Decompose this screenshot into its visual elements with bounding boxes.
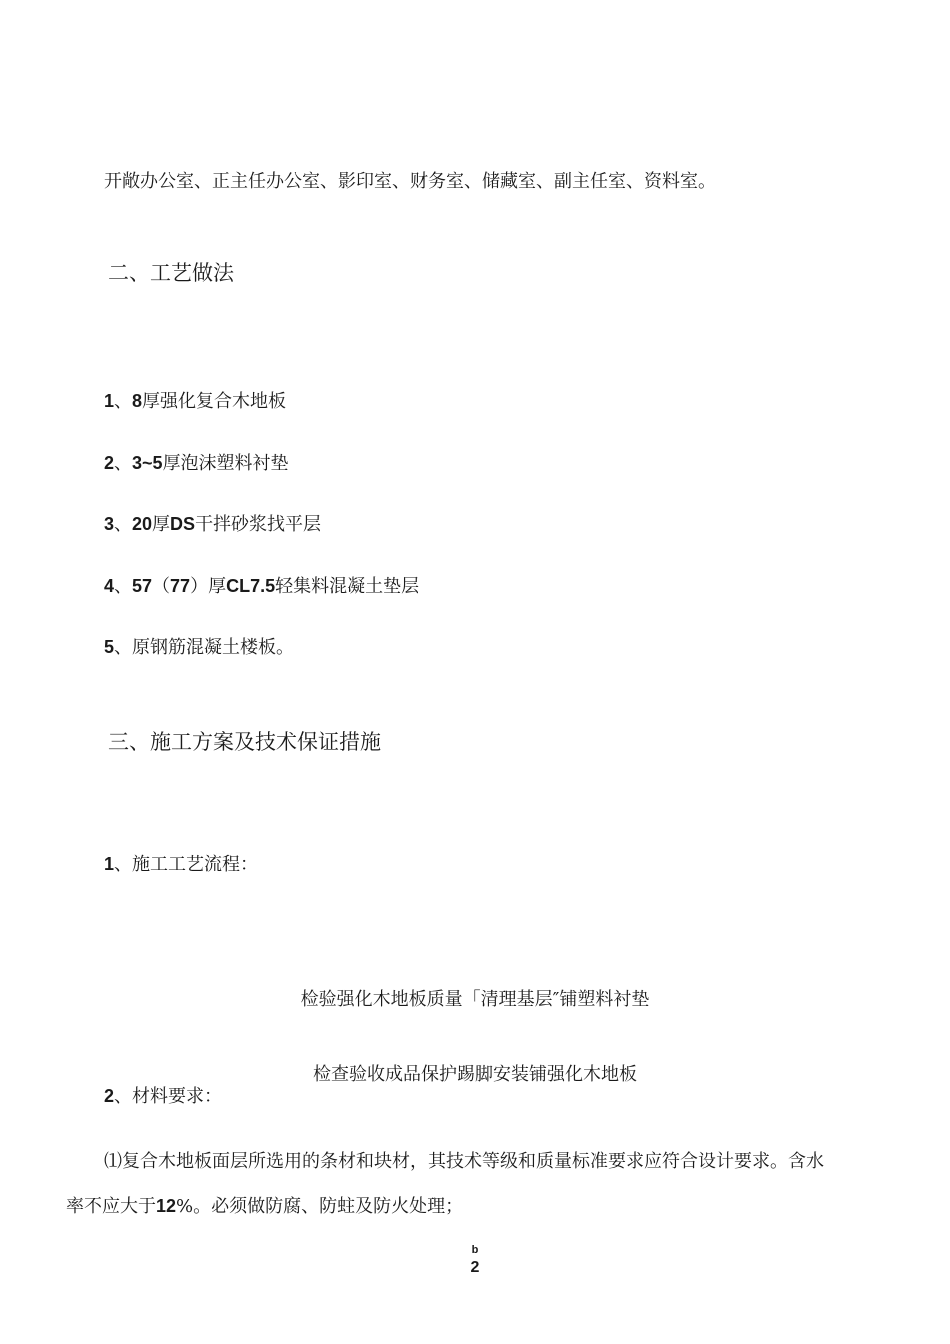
process-item-text: 77	[170, 576, 191, 596]
section-heading-construction: 三、施工方案及技术保证措施	[108, 730, 381, 754]
page-number: 2	[470, 1259, 480, 1276]
subsection-title: 、施工工艺流程：	[114, 854, 259, 875]
process-item	[104, 512, 321, 537]
subsection-workflow	[104, 852, 258, 877]
process-item	[104, 635, 294, 660]
process-item-separator: 、	[114, 637, 133, 658]
process-item-separator: 、	[114, 576, 133, 597]
paragraph-text: %。必须做防腐、防蛀及防火处理；	[176, 1196, 464, 1217]
process-item-text: 干拌砂浆找平层	[195, 514, 322, 535]
process-item	[104, 574, 419, 599]
process-item-text: CL7.5	[226, 576, 276, 596]
subsection-number: 2	[104, 1086, 115, 1106]
process-item-number: 2	[104, 453, 115, 473]
paragraph-line-1: ⑴复合木地板面层所选用的条材和块材，其技术等级和质量标准要求应符合设计要求。含水	[104, 1151, 824, 1172]
process-item-text: ）厚	[190, 576, 227, 597]
process-item-number: 5	[104, 637, 115, 657]
flow-line-1: 检验强化木地板质量「清理基层″铺塑料衬垫	[300, 989, 650, 1010]
paragraph-text: 率不应大于	[66, 1196, 156, 1217]
paragraph-line-2	[66, 1194, 463, 1219]
process-item-text: （	[152, 576, 171, 597]
process-item-text: 轻集料混凝土垫层	[275, 576, 420, 597]
process-item-separator: 、	[114, 453, 133, 474]
process-item-text: 8	[132, 391, 143, 411]
moisture-value: 12	[156, 1196, 177, 1216]
process-item-text: 57	[132, 576, 153, 596]
process-item-text: 厚泡沫塑料衬垫	[162, 453, 289, 474]
process-item	[104, 389, 286, 414]
subsection-materials	[104, 1084, 222, 1109]
process-item-separator: 、	[114, 514, 133, 535]
process-item-text: 原钢筋混凝土楼板。	[132, 637, 295, 658]
process-item-text: 厚强化复合木地板	[142, 391, 287, 412]
process-item-number: 1	[104, 391, 115, 411]
subsection-number: 1	[104, 854, 115, 874]
section-heading-process: 二、工艺做法	[108, 261, 234, 285]
process-item-text: 3~5	[132, 453, 163, 473]
intro-line: 开敞办公室、正主任办公室、影印室、财务室、储藏室、副主任室、资料室。	[104, 171, 716, 192]
process-item	[104, 451, 289, 476]
flow-line-2: 检查验收成品保护踢脚安装铺强化木地板	[313, 1064, 637, 1085]
process-item-text: 20	[132, 514, 153, 534]
process-item-text: 厚	[152, 514, 171, 535]
process-item-number: 3	[104, 514, 115, 534]
process-item-number: 4	[104, 576, 115, 596]
subsection-title: 、材料要求：	[114, 1086, 223, 1107]
process-item-text: DS	[170, 514, 196, 534]
footer-letter: b	[471, 1244, 479, 1256]
process-item-separator: 、	[114, 391, 133, 412]
